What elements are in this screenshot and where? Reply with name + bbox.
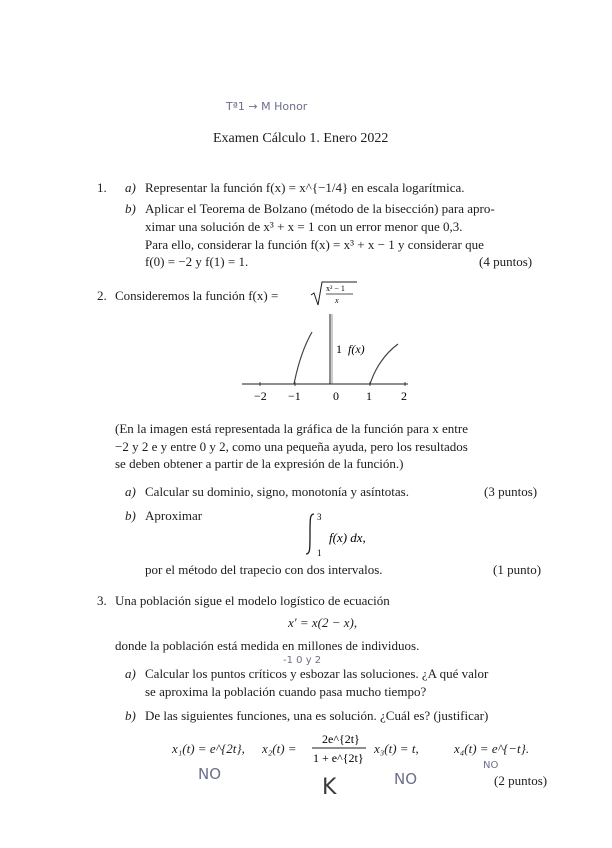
q2-method: por el método del trapecio con dos intervalos. [145, 562, 383, 577]
integrand: f(x) dx, [329, 530, 366, 545]
handwritten-x4-mark: NO [483, 760, 499, 771]
q3-number: 3. [97, 593, 107, 608]
q3-intro: Una población sigue el modelo logístico de ecuación [115, 593, 390, 608]
q2-b-points: (1 punto) [493, 562, 542, 577]
right-branch-curve [370, 344, 398, 384]
q1-b-line1: Aplicar el Teorema de Bolzano (método de la bisección) para apro- [145, 201, 495, 216]
q2-a-text: Calcular su dominio, signo, monotonía y asíntotas. [145, 484, 409, 499]
q1-b-line3: Para ello, considerar la función f(x) = x³ + x − 1 y considerar que [145, 237, 484, 252]
x-tick-neg2: −2 [254, 389, 267, 403]
q3-a-line1: Calcular los puntos críticos y esbozar las soluciones. ¿A qué valor [145, 666, 489, 681]
function-graph [240, 312, 412, 408]
q2-b-text: Aproximar [145, 508, 203, 523]
q3-a-line2: se aproxima la población cuando pasa mucho tiempo? [145, 684, 427, 699]
handwritten-x3-mark: NO [394, 770, 418, 788]
left-branch-curve [294, 332, 312, 384]
q1-b-label: b) [125, 201, 136, 216]
q2-note-line1: (En la imagen está representada la gráfica de la función para x entre [115, 421, 468, 436]
q1-b-line4: f(0) = −2 y f(1) = 1. [145, 254, 249, 269]
q1-a-label: a) [125, 180, 136, 195]
graph-label: f(x) [348, 342, 365, 356]
q3-desc: donde la población está medida en millones de individuos. [115, 638, 420, 653]
x2-denominator: 1 + e^{2t} [313, 751, 364, 765]
y-tick-1: 1 [336, 342, 342, 356]
q2-note-line2: −2 y 2 e y entre 0 y 2, como una pequeña ayuda, pero los resultados [115, 439, 468, 454]
x-tick-2: 2 [401, 389, 407, 403]
q2-a-points: (3 puntos) [484, 484, 538, 499]
integral-expression [300, 508, 390, 560]
integral-upper: 3 [317, 512, 322, 522]
q3-x1: x₁(t) = e^{2t}, [172, 741, 245, 756]
q3-x3: x₃(t) = t, [374, 741, 419, 756]
q1-points: (4 puntos) [479, 254, 533, 269]
x-tick-1: 1 [366, 389, 372, 403]
q2-note-line3: se deben obtener a partir de la expresión de la función.) [115, 456, 404, 471]
q3-x2-left: x₂(t) = [262, 741, 297, 756]
x-tick-neg1: −1 [288, 389, 301, 403]
q2-b-label: b) [125, 508, 136, 523]
sqrt-expression [309, 279, 361, 307]
integral-lower: 1 [317, 548, 322, 558]
handwritten-x2-mark: K [322, 775, 337, 800]
sqrt-numerator: x² − 1 [326, 284, 345, 293]
x2-fraction [310, 730, 370, 768]
q1-number: 1. [97, 180, 107, 195]
handwritten-annotation-top: Tª1 → M Honor [226, 100, 308, 113]
q3-a-label: a) [125, 666, 136, 681]
sqrt-denominator: x [335, 296, 339, 305]
q2-intro: Consideremos la función f(x) = [115, 288, 279, 303]
handwritten-critical-points: -1 0 y 2 [283, 655, 322, 666]
handwritten-x1-mark: NO [198, 765, 222, 783]
q3-x4: x₄(t) = e^{−t}. [454, 741, 530, 756]
q1-a-text: Representar la función f(x) = x^{−1/4} en escala logarítmica. [145, 180, 465, 195]
x2-numerator: 2e^{2t} [322, 732, 360, 746]
exam-title: Examen Cálculo 1. Enero 2022 [213, 131, 389, 146]
q3-b-text: De las siguientes funciones, una es solución. ¿Cuál es? (justificar) [145, 708, 489, 723]
q3-equation: x′ = x(2 − x), [288, 615, 358, 630]
x-tick-0: 0 [333, 389, 339, 403]
q3-points: (2 puntos) [494, 773, 548, 788]
q3-b-label: b) [125, 708, 136, 723]
q2-number: 2. [97, 288, 107, 303]
q2-a-label: a) [125, 484, 136, 499]
q1-b-line2: ximar una solución de x³ + x = 1 con un error menor que 0,3. [145, 219, 463, 234]
